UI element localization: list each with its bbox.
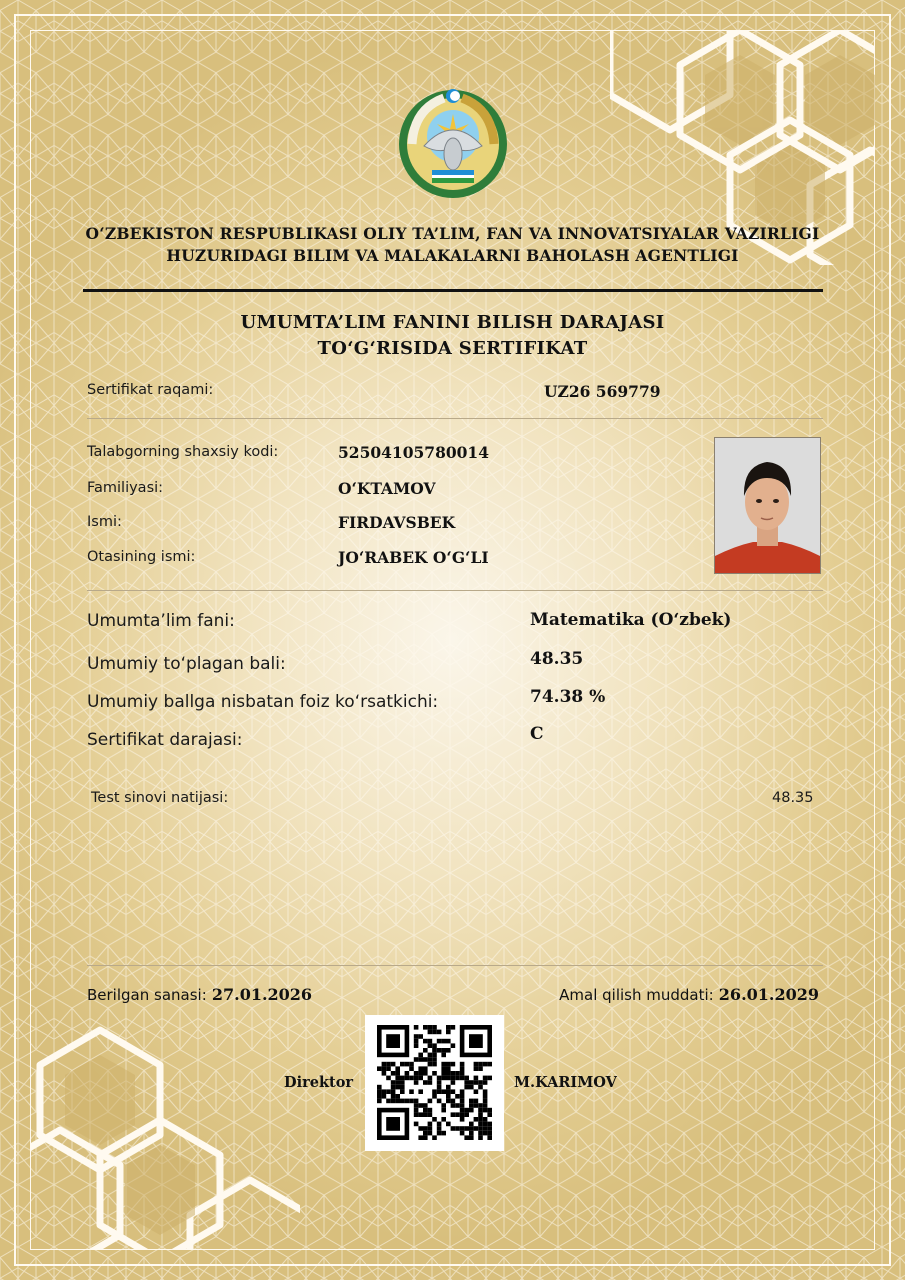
total-score-value: 48.35 <box>530 649 584 669</box>
director-name: M.KARIMOV <box>514 1074 617 1091</box>
organization-line-2: HUZURIDAGI BILIM VA MALAKALARNI BAHOLASH AGENTLIGI <box>166 246 739 265</box>
organization-line-1: O‘ZBEKISTON RESPUBLIKASI OLIY TA’LIM, FAN VA INNOVATSIYALAR VAZIRLIGI <box>85 224 820 243</box>
percent-label: Umumiy ballga nisbatan foiz ko‘rsatkichi: <box>87 692 439 712</box>
personal-code-value: 52504105780014 <box>338 443 489 462</box>
divider-2 <box>87 590 823 591</box>
total-score-label: Umumiy to‘plagan bali: <box>87 654 286 674</box>
valid-until-date <box>559 985 819 1004</box>
certificate-number-label: Sertifikat raqami: <box>87 382 214 398</box>
corner-ornament-bottom-left <box>30 1010 300 1250</box>
subject-value: Matematika (O‘zbek) <box>530 610 732 630</box>
patronymic-label: Otasining ismi: <box>87 549 196 565</box>
qr-code[interactable] <box>365 1015 504 1151</box>
valid-until-label: Amal qilish muddati: <box>559 986 714 1004</box>
certificate-level-label: Sertifikat darajasi: <box>87 730 243 750</box>
first-name-value: FIRDAVSBEK <box>338 513 456 532</box>
divider-1 <box>87 418 823 419</box>
header-divider <box>83 289 823 292</box>
surname-label: Familiyasi: <box>87 480 164 496</box>
surname-value: O‘KTAMOV <box>338 479 436 498</box>
divider-3 <box>87 965 823 966</box>
test-result-label: Test sinovi natijasi: <box>91 790 229 806</box>
issued-date-label: Berilgan sanasi: <box>87 986 207 1004</box>
test-result-value: 48.35 <box>772 790 814 806</box>
director-role: Direktor <box>284 1074 354 1091</box>
percent-value: 74.38 % <box>530 687 606 707</box>
applicant-photo <box>714 437 821 574</box>
issued-date <box>87 985 312 1004</box>
valid-until-value: 26.01.2029 <box>718 985 819 1004</box>
issued-date-value: 27.01.2026 <box>211 985 313 1004</box>
subject-label: Umumta’lim fani: <box>87 611 235 631</box>
state-emblem-icon <box>394 84 512 200</box>
certificate-title-line-2: TO‘G‘RISIDA SERTIFIKAT <box>317 338 588 359</box>
personal-code-label: Talabgorning shaxsiy kodi: <box>87 444 279 460</box>
certificate-level-value: C <box>530 724 544 744</box>
patronymic-value: JO‘RABEK O‘G‘LI <box>338 548 489 567</box>
first-name-label: Ismi: <box>87 514 122 530</box>
certificate-number-value: UZ26 569779 <box>544 382 661 401</box>
certificate-title-line-1: UMUMTA’LIM FANINI BILISH DARAJASI <box>240 312 665 333</box>
